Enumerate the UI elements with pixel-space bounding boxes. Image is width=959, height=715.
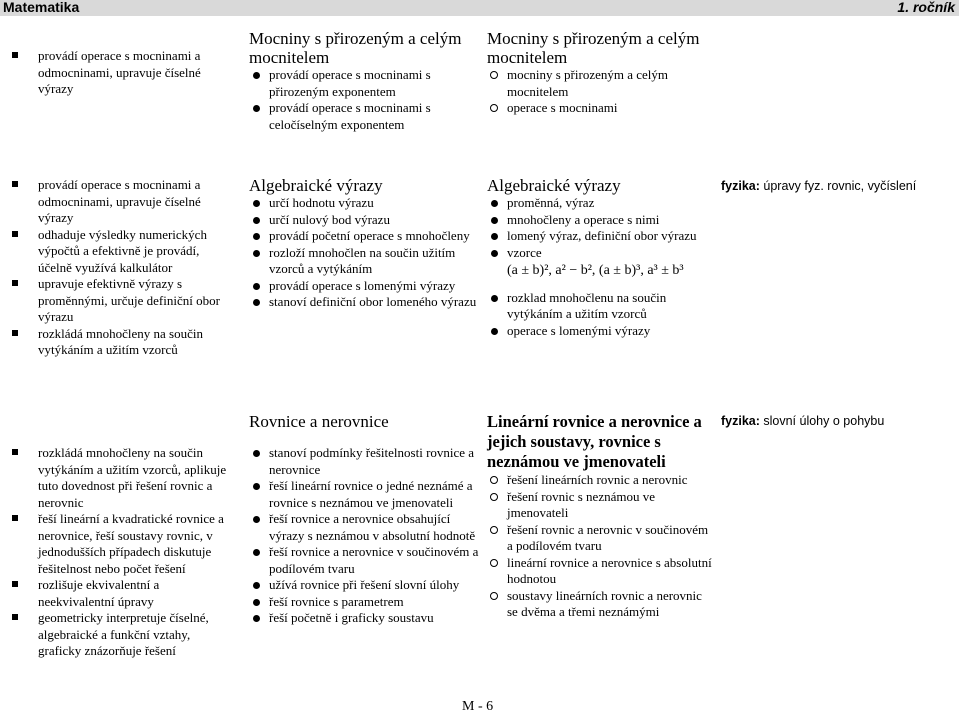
crosslink-label: fyzika: bbox=[721, 179, 760, 193]
content-item: soustavy lineárních rovnic a nerovnic se dvěma a třemi neznámými bbox=[487, 588, 712, 621]
content-item: řešení rovnic a nerovnic v součinovém a podílovém tvaru bbox=[487, 522, 712, 555]
topic-item: provádí operace s mocninami s celočíselným exponentem bbox=[249, 100, 481, 133]
row3-outcomes bbox=[8, 445, 230, 660]
row3-content bbox=[487, 412, 712, 621]
outcome-item: odhaduje výsledky numerických výpočtů a efektivně je provádí, účelně využívá kalkulátor bbox=[8, 227, 230, 277]
content-title: Lineární rovnice a nerovnice a jejich soustavy, rovnice s neznámou ve jmenovateli bbox=[487, 412, 702, 471]
topic-item: řeší početně i graficky soustavu bbox=[249, 610, 481, 627]
crosslink-label: fyzika: bbox=[721, 414, 760, 428]
topic-item: řeší rovnice s parametrem bbox=[249, 594, 481, 611]
content-item: lomený výraz, definiční obor výrazu bbox=[487, 228, 712, 245]
topic-title: Rovnice a nerovnice bbox=[249, 412, 389, 431]
subject-title: Matematika bbox=[3, 0, 80, 15]
topic-item: určí hodnotu výrazu bbox=[249, 195, 481, 212]
topic-item: řeší lineární rovnice o jedné neznámé a rovnice s neznámou ve jmenovateli bbox=[249, 478, 481, 511]
content-item: proměnná, výraz bbox=[487, 195, 712, 212]
outcome-item: rozkládá mnohočleny na součin vytýkáním a užitím vzorců bbox=[8, 326, 230, 359]
topic-item: rozloží mnohočlen na součin užitím vzorců a vytýkáním bbox=[249, 245, 481, 278]
outcome-item: rozkládá mnohočleny na součin vytýkáním a užitím vzorců, aplikuje tuto dovednost při řešení rovnic a nerovnic bbox=[8, 445, 230, 511]
outcome-item: řeší lineární a kvadratické rovnice a nerovnice, řeší soustavy rovnic, v jednodušších případech diskutuje řešitelnost nebo počet řešení bbox=[8, 511, 230, 577]
topic-item: stanoví definiční obor lomeného výrazu bbox=[249, 294, 481, 311]
row1-content bbox=[487, 29, 712, 117]
row2-outcomes bbox=[8, 177, 230, 359]
topic-item: provádí početní operace s mnohočleny bbox=[249, 228, 481, 245]
content-item: mnohočleny a operace s nimi bbox=[487, 212, 712, 229]
crosslink-text: úpravy fyz. rovnic, vyčíslení bbox=[759, 179, 917, 193]
row1-topic bbox=[249, 29, 481, 133]
content-item: mocniny s přirozeným a celým mocnitelem bbox=[487, 67, 712, 100]
topic-item: užívá rovnice při řešení slovní úlohy bbox=[249, 577, 481, 594]
row3-topic bbox=[249, 412, 481, 627]
content-item: lineární rovnice a nerovnice s absolutní hodnotou bbox=[487, 555, 712, 588]
topic-item: provádí operace s lomenými výrazy bbox=[249, 278, 481, 295]
outcome-item: rozlišuje ekvivalentní a neekvivalentní úpravy bbox=[8, 577, 230, 610]
outcome-item: provádí operace s mocninami a odmocninami, upravuje číselné výrazy bbox=[8, 177, 230, 227]
row1-outcomes bbox=[8, 48, 230, 98]
formula: (a ± b)², a² − b², (a ± b)³, a³ ± b³ bbox=[507, 263, 684, 278]
outcome-item: geometricky interpretuje číselné, algebraické a funkční vztahy, graficky znázorňuje řešení bbox=[8, 610, 230, 660]
row3-crosslink bbox=[721, 413, 957, 430]
page-number: M - 6 bbox=[462, 699, 494, 714]
content-title: Mocniny s přirozeným a celým mocnitelem bbox=[487, 29, 700, 67]
crosslink-text: slovní úlohy o pohybu bbox=[759, 414, 885, 428]
content-item: rozklad mnohočlenu na součin vytýkáním a užitím vzorců bbox=[487, 290, 712, 323]
topic-title: Algebraické výrazy bbox=[249, 176, 383, 195]
page-header bbox=[0, 0, 959, 16]
content-title: Algebraické výrazy bbox=[487, 176, 621, 195]
row2-crosslink bbox=[721, 178, 957, 195]
content-item: vzorce bbox=[487, 245, 712, 262]
row2-content bbox=[487, 176, 712, 339]
content-item: operace s lomenými výrazy bbox=[487, 323, 712, 340]
content-item: řešení lineárních rovnic a nerovnic bbox=[487, 472, 712, 489]
topic-title: Mocniny s přirozeným a celým mocnitelem bbox=[249, 29, 462, 67]
outcome-item: provádí operace s mocninami a odmocninami, upravuje číselné výrazy bbox=[8, 48, 230, 98]
grade-label: 1. ročník bbox=[897, 0, 955, 15]
content-item: operace s mocninami bbox=[487, 100, 712, 117]
topic-item: stanoví podmínky řešitelnosti rovnice a nerovnice bbox=[249, 445, 481, 478]
topic-item: řeší rovnice a nerovnice v součinovém a podílovém tvaru bbox=[249, 544, 481, 577]
row2-topic bbox=[249, 176, 481, 311]
topic-item: provádí operace s mocninami s přirozeným exponentem bbox=[249, 67, 481, 100]
topic-item: určí nulový bod výrazu bbox=[249, 212, 481, 229]
topic-item: řeší rovnice a nerovnice obsahující výrazy s neznámou v absolutní hodnotě bbox=[249, 511, 481, 544]
outcome-item: upravuje efektivně výrazy s proměnnými, určuje definiční obor výrazu bbox=[8, 276, 230, 326]
content-item: řešení rovnic s neznámou ve jmenovateli bbox=[487, 489, 712, 522]
